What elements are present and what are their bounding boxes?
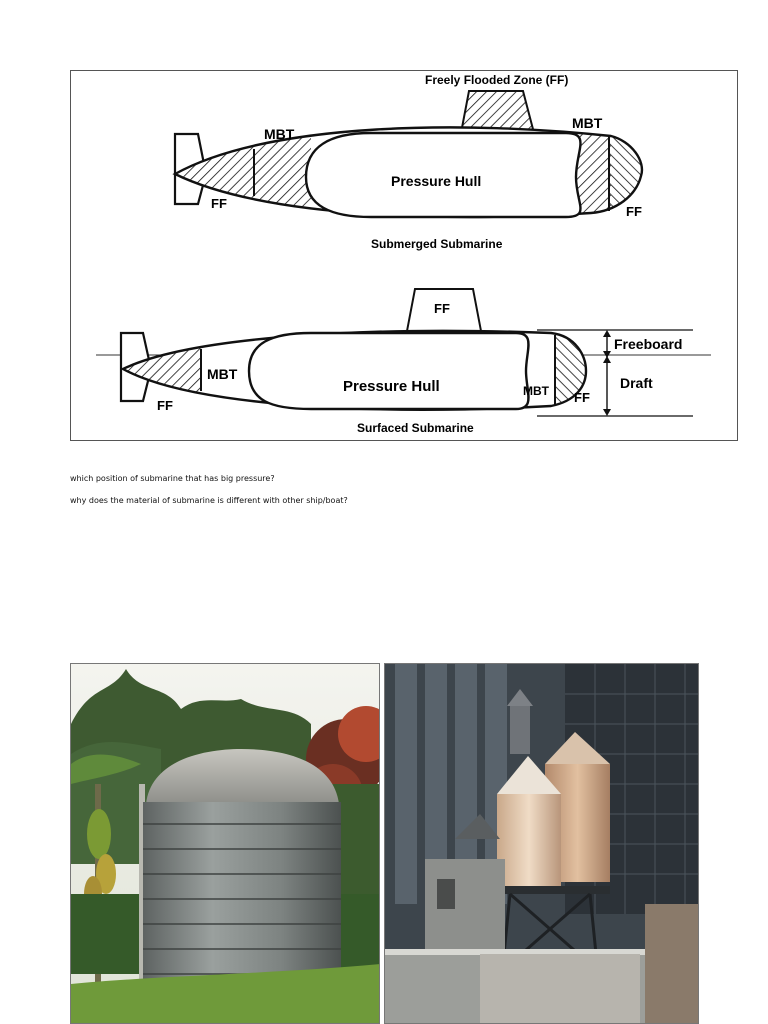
submerged-mbt-right-label: MBT bbox=[572, 115, 603, 131]
submarine-diagram bbox=[70, 70, 738, 441]
freely-flooded-zone-label: Freely Flooded Zone (FF) bbox=[425, 73, 569, 87]
surfaced-caption: Surfaced Submarine bbox=[357, 421, 474, 435]
submerged-ff-left-label: FF bbox=[211, 196, 227, 211]
freeboard-label: Freeboard bbox=[614, 336, 683, 352]
surfaced-mbt-left-label: MBT bbox=[207, 366, 238, 382]
question-1: which position of submarine that has big pressure? bbox=[70, 474, 275, 483]
submerged-caption: Submerged Submarine bbox=[371, 237, 503, 251]
surfaced-mbt-right-label: MBT bbox=[523, 384, 549, 398]
water-tank-photo bbox=[70, 663, 380, 1024]
rooftop-water-tower-photo bbox=[384, 663, 699, 1024]
surfaced-ff-right-label: FF bbox=[574, 390, 590, 405]
submerged-submarine bbox=[171, 73, 649, 251]
submerged-pressure-hull-label: Pressure Hull bbox=[391, 173, 482, 189]
surfaced-pressure-hull bbox=[249, 333, 529, 409]
draft-label: Draft bbox=[620, 375, 653, 391]
surfaced-pressure-hull-label: Pressure Hull bbox=[343, 378, 440, 395]
submarine-diagram-svg bbox=[71, 71, 739, 442]
submerged-mbt-left-label: MBT bbox=[264, 126, 295, 142]
submerged-ff-right-label: FF bbox=[626, 204, 642, 219]
surfaced-submarine bbox=[96, 289, 711, 435]
surfaced-sail-ff-label: FF bbox=[434, 301, 450, 316]
surfaced-ff-left-label: FF bbox=[157, 398, 173, 413]
question-2: why does the material of submarine is different with other ship/boat? bbox=[70, 496, 348, 505]
